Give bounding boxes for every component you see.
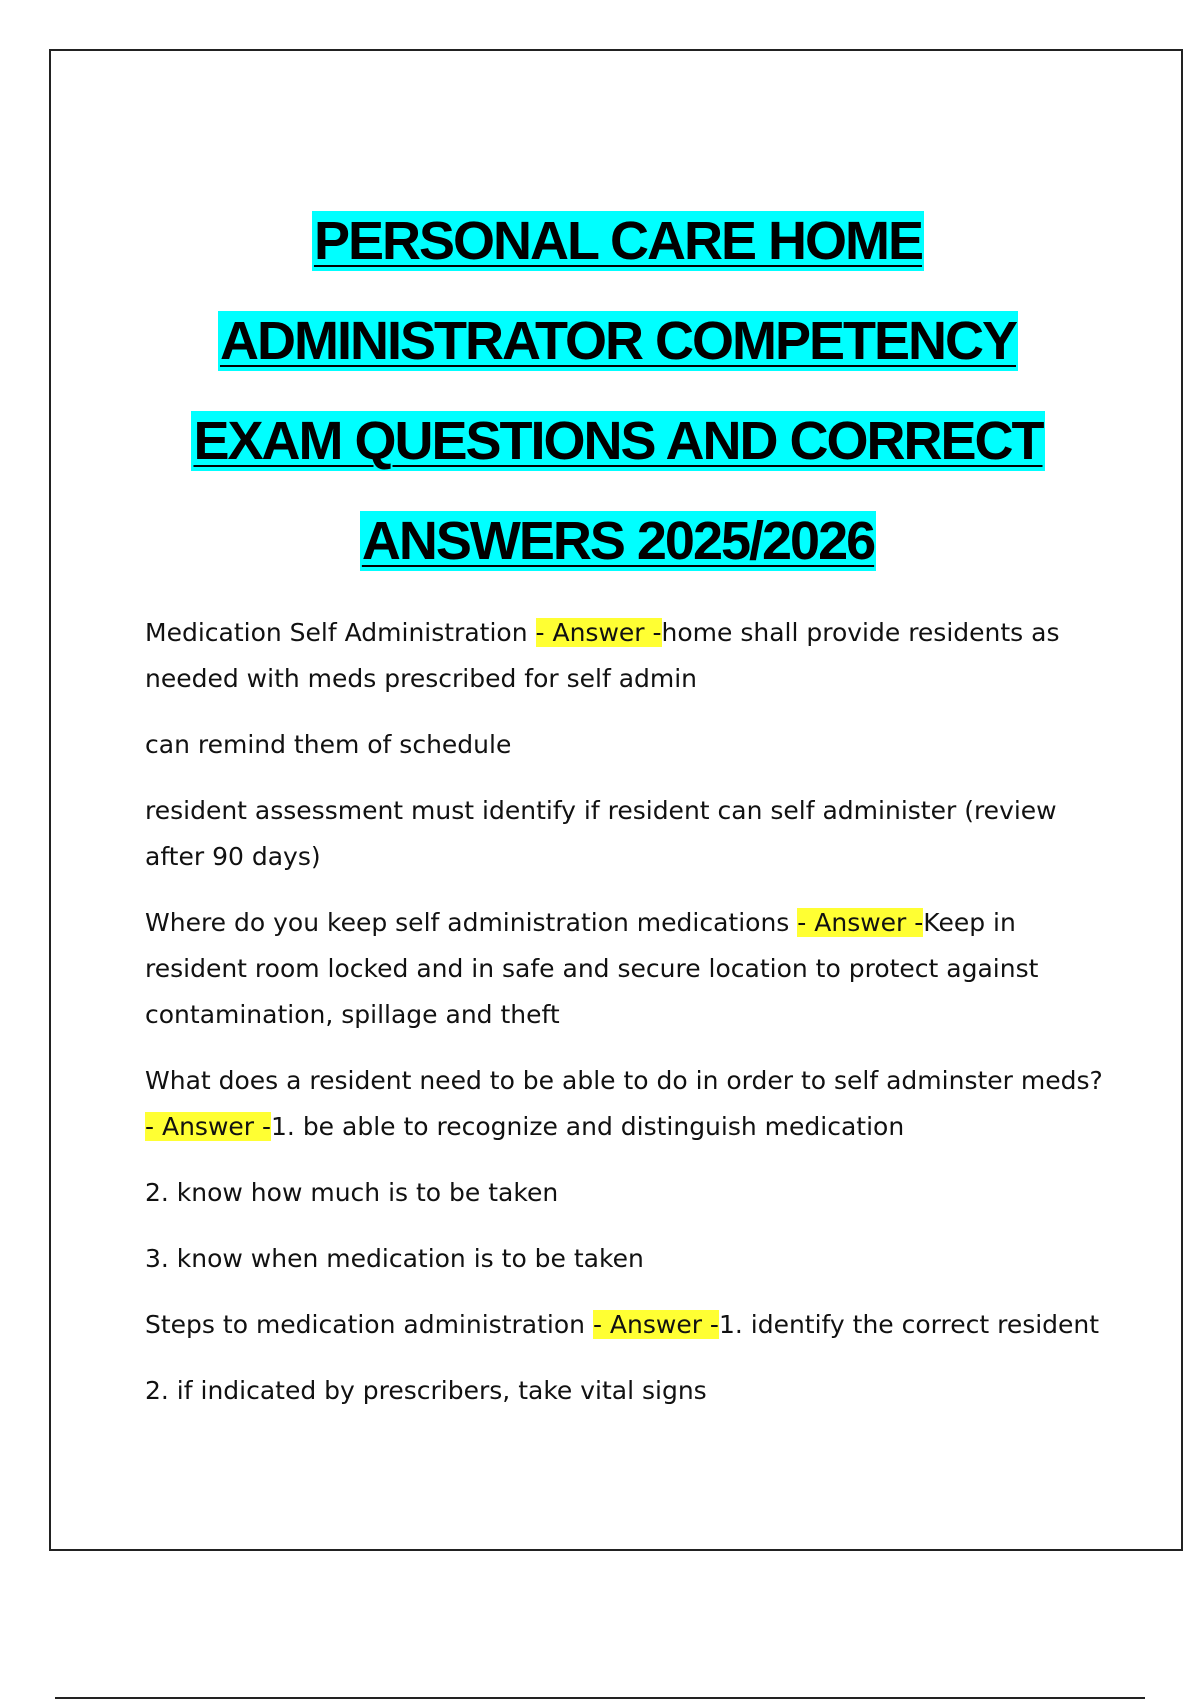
answer-line: can remind them of schedule bbox=[145, 730, 512, 759]
title-line-2: ADMINISTRATOR COMPETENCY bbox=[219, 311, 1016, 371]
qa-item bbox=[145, 1058, 1105, 1150]
answer-marker: - Answer - bbox=[145, 1112, 272, 1141]
answer-text: 1. be able to recognize and distinguish medication bbox=[271, 1112, 905, 1141]
answer-text: 1. identify the correct resident bbox=[718, 1310, 1100, 1339]
answer-line: 2. know how much is to be taken bbox=[145, 1178, 559, 1207]
answer-line: resident assessment must identify if resident can self administer (review after 90 days) bbox=[145, 796, 1057, 871]
document-title bbox=[51, 191, 1185, 591]
question-text: Medication Self Administration bbox=[145, 618, 536, 647]
answer-text: home shall provide residents as needed with meds prescribed for self admin bbox=[145, 618, 1060, 693]
qa-content bbox=[145, 610, 1105, 1434]
answer-text: Keep in resident room locked and in safe and secure location to protect against contamination, spillage and theft bbox=[145, 908, 1039, 1029]
qa-item bbox=[145, 1302, 1105, 1348]
answer-line: 3. know when medication is to be taken bbox=[145, 1244, 644, 1273]
page-footer-rule bbox=[55, 1697, 1145, 1699]
answer-marker: - Answer - bbox=[797, 908, 924, 937]
title-line-3: EXAM QUESTIONS AND CORRECT bbox=[193, 411, 1043, 471]
title-line-4: ANSWERS 2025/2026 bbox=[361, 511, 875, 571]
title-line-1: PERSONAL CARE HOME bbox=[313, 211, 923, 271]
answer-marker: - Answer - bbox=[535, 618, 662, 647]
answer-line: 2. if indicated by prescribers, take vital signs bbox=[145, 1376, 707, 1405]
qa-item bbox=[145, 610, 1105, 702]
question-text: Steps to medication administration bbox=[145, 1310, 593, 1339]
qa-item bbox=[145, 900, 1105, 1038]
question-text: Where do you keep self administration medications bbox=[145, 908, 798, 937]
question-text: What does a resident need to be able to do in order to self adminster meds? bbox=[145, 1066, 1103, 1095]
answer-marker: - Answer - bbox=[592, 1310, 719, 1339]
